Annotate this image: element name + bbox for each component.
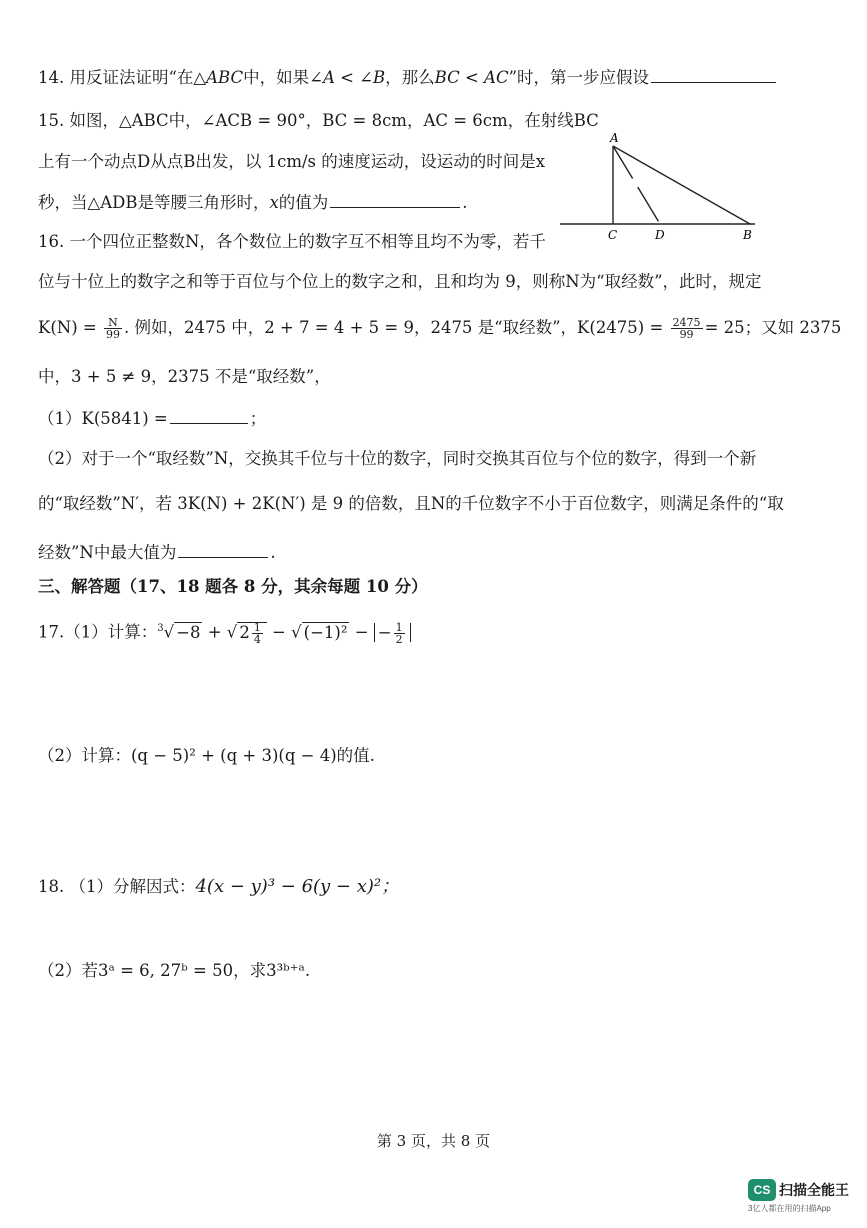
question-18-part2: （2）若3ᵃ = 6, 27ᵇ = 50，求3³ᵇ⁺ᵃ. — [38, 961, 311, 980]
question-16-part2-line3: 经数”N中最大值为 . — [38, 543, 276, 562]
question-15-line1: 15. 如图，△ABC中，∠ACB = 90°，BC = 8cm，AC = 6cm，在射线BC — [38, 111, 599, 130]
page-footer: 第 3 页，共 8 页 — [376, 1132, 491, 1150]
camscanner-watermark: CS 扫描全能王 3亿人都在用的扫描App — [748, 1179, 849, 1214]
question-16-part1: （1）K(5841) = ； — [38, 409, 267, 428]
question-15-line3: 秒，当△ADB是等腰三角形时，x的值为 . — [38, 193, 468, 212]
segment-ad — [613, 146, 660, 224]
triangle-figure — [560, 128, 785, 243]
label-d: D — [655, 228, 665, 242]
label-c: C — [608, 228, 618, 242]
question-17-part2: （2）计算：(q − 5)² + (q + 3)(q − 4)的值. — [38, 746, 375, 765]
question-15-line2: 上有一个动点D从点B出发，以 1cm/s 的速度运动，设运动的时间是x — [38, 152, 546, 171]
question-16-line3: K(N) = $\frac{N}{99}$ . 例如，2475 中，2 + 7 = 4 + 5 = 9，2475 是“取经数”，K(2475) = $\frac{2475}{99}$ = 25；又如 2375 — [38, 316, 842, 341]
absolute-value: − $\frac{1}{2}$ — [374, 623, 411, 642]
label-b: B — [743, 228, 752, 242]
sqrt-mixed-fraction: 2 $\frac{1}{4}$ — [237, 622, 267, 642]
question-17-part1: 17.（1）计算：$^3$√ −8 + √ 2 $\frac{1}{4}$ − √ (−1)² − − $\frac{1}{2}$ — [38, 618, 411, 645]
section-heading-3: 三、解答题（17、18 题各 8 分，其余每题 10 分） — [38, 577, 428, 596]
camscanner-logo-icon: CS — [748, 1179, 776, 1201]
answer-blank-14[interactable] — [651, 66, 776, 83]
question-16-line1: 16. 一个四位正整数N，各个数位上的数字互不相等且均不为零，若千 — [38, 232, 546, 251]
answer-blank-16-2[interactable] — [178, 541, 268, 558]
question-14: 14. 用反证法证明“在△ABC中，如果∠A < ∠B，那么BC < AC”时，第一步应假设 — [38, 66, 778, 89]
question-18-part1: 18. （1）分解因式：4(x − y)³ − 6(y − x)²； — [38, 876, 400, 897]
answer-blank-15[interactable] — [330, 191, 460, 208]
label-a: A — [610, 131, 619, 145]
question-16-line4: 中，3 + 5 ≠ 9，2375 不是“取经数”， — [38, 367, 331, 386]
segment-ab — [613, 146, 750, 224]
question-16-line2: 位与十位上的数字之和等于百位与个位上的数字之和，且和均为 9，则称N为“取经数”，此时，规定 — [38, 272, 762, 291]
fraction-n-over-99: $\frac{N}{99}$ — [105, 316, 120, 341]
question-16-part2-line1: （2）对于一个“取经数”N，交换其千位与十位的数字，同时交换其百位与个位的数字，得到一个新 — [38, 449, 757, 468]
fraction-2475-over-99: $\frac{2475}{99}$ — [672, 316, 701, 341]
question-16-part2-line2: 的“取经数”N′，若 3K(N) + 2K(N′) 是 9 的倍数，且N的千位数字不小于百位数字，则满足条件的“取 — [38, 494, 784, 513]
answer-blank-16-1[interactable] — [170, 407, 248, 424]
